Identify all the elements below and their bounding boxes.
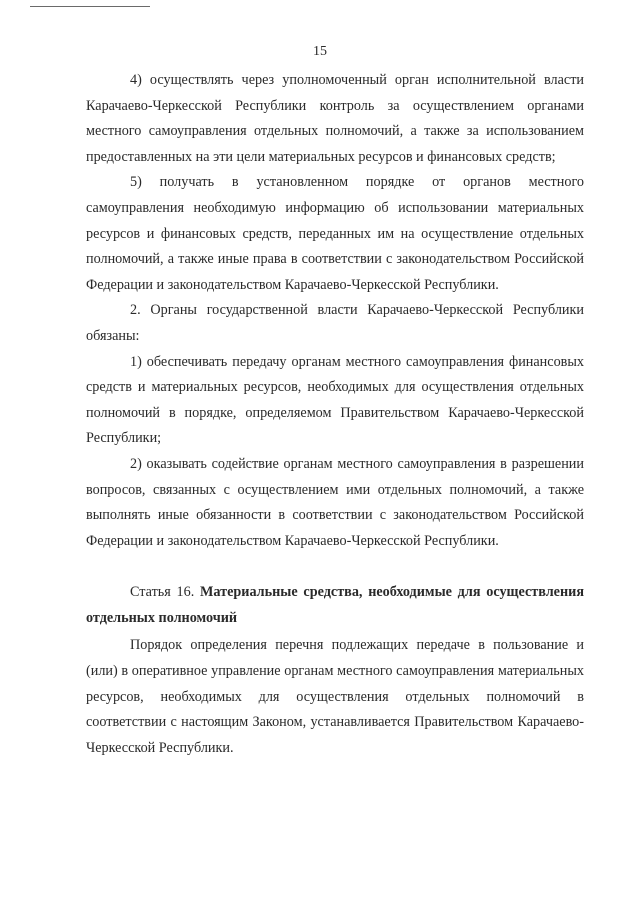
paragraph-section-2: 2. Органы государственной власти Карачаево-Черкесской Республики обязаны: [86,302,584,344]
paragraph-item-5: 5) получать в установленном порядке от органов местного самоуправления необходимую информацию об использовании материальных ресурсов и финансовых средств, переданных им на осуществление отдельных полномочий, а также иные права в соответствии с законодательством Российской Федерации и законодательством Карачаево-Черкесской Республики. [86,174,584,293]
page-number: 15 [313,44,327,59]
paragraph-item-2: 2) оказывать содействие органам местного самоуправления в разрешении вопросов, связанных с осуществлением ими отдельных полномочий, а также выполнять иные обязанности в соответствии с законодательством Российской Федерации и законодательством Карачаево-Черкесской Республики. [86,455,584,549]
article-label: Статья 16. [130,584,200,601]
article-body: Порядок определения перечня подлежащих передаче в пользование и (или) в оперативное управление органам местного самоуправления материальных ресурсов, необходимых для осуществления отдельных полномочий в соответствии с настоящим Законом, устанавливается Правительством Карачаево-Черкесской Республики. [86,637,584,756]
article-heading [86,580,584,631]
paragraph-item-4: 4) осуществлять через уполномоченный орган исполнительной власти Карачаево-Черкесской Республики контроль за осуществлением органами местного самоуправления отдельных полномочий, а также за использованием предоставленных на эти цели материальных ресурсов и финансовых средств; [86,72,584,165]
document-body [86,68,584,761]
scan-edge-line [30,6,150,7]
article-title: Материальные средства, необходимые для осуществления отдельных полномочий [86,584,585,626]
paragraph-item-1: 1) обеспечивать передачу органам местного самоуправления финансовых средств и материальных ресурсов, необходимых для осуществления отдельных полномочий в порядке, определяемом Правительством Карачаево-Черкесской Республики; [86,353,584,447]
